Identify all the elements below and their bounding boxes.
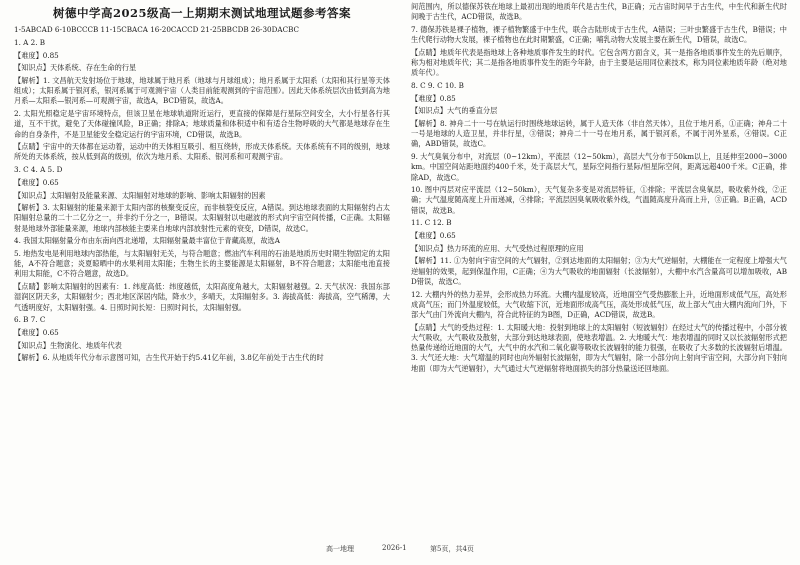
paragraph: 1-5ABCAD 6-10BCCCB 11-15CBACA 16-20CACCD 21-25BBCDB 26-30DACBC <box>14 25 300 35</box>
paragraph: 【点睛】影响太阳辐射的因素有：1. 纬度高低：纬度越低，太阳高度角越大，太阳辐射越强。2. 天气状况：我国东部湿润区阴天多，太阳辐射少；西北地区深居内陆，降水少，多晴天，太阳辐射多。3. 海拔高低：海拔高，空气稀薄，大气透明度好，太阳辐射强。4. 日照时间长短：日照时间长，太阳辐射强。 <box>14 282 390 312</box>
paragraph: 【解析】3. 太阳辐射的能量来源于太阳内部的核聚变反应，而非核裂变反应，A错误。到达地球表面的太阳辐射约占太阳辐射总量的二十二亿分之一，并非约千分之一，B错误。太阳辐射以电磁波的形式向宇宙空间传播，C正确。太阳辐射是地球外部能量来源，地球内部核能主要来自地球内部放射性元素的衰变，D错误，故选C。 <box>14 203 390 233</box>
left-column <box>14 6 390 366</box>
paragraph: 【点睛】宇宙中的天体都在运动着，运动中的天体相互吸引、相互绕转，形成天体系统。天体系统有不同的级别，地球所处的天体系统，按从低到高的级别，依次为地月系、太阳系、银河系和可观测宇宙。 <box>14 142 390 162</box>
footer-subject: 高一地理 <box>326 545 354 553</box>
paragraph: 【难度】0.65 <box>14 177 59 187</box>
paragraph: 【知识点】热力环流的应用、大气受热过程原理的应用 <box>411 243 584 253</box>
paragraph: 【知识点】生物演化、地质年代表 <box>14 340 122 350</box>
paragraph: 【难度】0.65 <box>411 231 456 241</box>
paragraph: 1. A 2. B <box>14 37 46 47</box>
paragraph: 【知识点】天体系统、存在生命的行星 <box>14 63 137 73</box>
paragraph: 【难度】0.85 <box>411 93 456 103</box>
paragraph: 【知识点】太阳辐射及能量来源、太阳辐射对地球的影响、影响太阳辐射的因素 <box>14 190 266 200</box>
paragraph: 【解析】6. 从地质年代分布示意图可知，古生代开始于约5.41亿年前，3.8亿年前处于古生代的时 <box>14 353 324 363</box>
paragraph: 7. 德保苏铁是裸子植物，裸子植物繁盛于中生代，联合古陆形成于古生代，A错误；三叶虫繁盛于古生代，B错误；中生代爬行动物大发展，裸子植物也在此时期繁盛，C正确；哺乳动物大发展主要在新生代，D错误，故选C。 <box>411 24 787 45</box>
footer-page-number: 第5页，共4页 <box>430 545 474 553</box>
paragraph: 10. 图中丙层对应平流层（12~50km），天气复杂多变是对流层特征，①排除；平流层含臭氧层，吸收紫外线，②正确；大气温度随高度上升而递减，④排除；平流层因臭氧吸收紫外线，气温随高度升高而上升，③正确。B正确，ACD错误，故选B。 <box>411 185 787 215</box>
paragraph: 【知识点】大气的垂直分层 <box>411 106 498 116</box>
paragraph: 【解析】1. 文昌航天发射场位于地球，地球属于地月系（地球与月球组成）；地月系属于太阳系（太阳和其行星等天体组成）；太阳系属于银河系，银河系属于可观测宇宙（人类目前能观测到的宇宙范围）。因此天体系统层次由低到高为地月系—太阳系—银河系—可观测宇宙，故选A，BCD错误，故选A。 <box>14 76 390 106</box>
paragraph: 【点睛】地质年代表是指地球上各种地质事件发生的时代。它包含两方面含义，其一是指各地质事件发生的先后顺序，称为相对地质年代；其二是指各地质事件发生的距今年龄，由于主要是运用同位素技术，称为同位素地质年龄（绝对地质年代）。 <box>411 47 787 78</box>
left-column-body <box>14 25 390 363</box>
paragraph: 6. B 7. C <box>14 315 46 325</box>
paragraph: 8. C 9. C 10. B <box>411 80 464 90</box>
paragraph: 5. 地热发电是利用地球内部热能，与太阳辐射无关，与符合题意；燃油汽车利用的石油是地质历史时期生物固定的太阳能，A不符合题意；炎夏晾晒中的水果利用太阳能；生物生长的主要能源是太阳辐射，B不符合题意；太阳能电池直接利用太阳能，C不符合题意，故选D。 <box>14 249 390 279</box>
paragraph: 9. 大气臭氧分布中，对流层（0~12km），平流层（12~50km），高层大气分布于50km以上，且延伸至2000~3000km。中国空间站距地面约400千米，处于高层大气，星际空间指行星际/恒星际空间，距离远超400千米。C正确，排除AD，故选C。 <box>411 152 787 182</box>
right-column-body <box>411 2 787 374</box>
paragraph: 4. 我国太阳辐射量分布由东南向西北递增，太阳辐射量最丰富位于青藏高原，故选A <box>14 236 280 246</box>
paragraph: 11. C 12. B <box>411 218 452 228</box>
paragraph: 【解析】8. 神舟二十一号在轨运行时围绕地球运转，属于人造天体（非自然天体），且位于地月系，①正确；神舟二十一号是地球的人造卫星，并非行星，③错误；神舟二十一号在地月系，属于银河系，不属于河外星系，④错误。C正确，ABD错误，故选C。 <box>411 119 787 149</box>
footer-date: 2026-1 <box>382 544 407 552</box>
right-column <box>411 2 787 376</box>
paragraph: 12. 大棚内外的热力差异，会形成热力环流。大棚内温度较高，近地面空气受热膨胀上升，近地面形成低气压，高处形成高气压；而门外温度较低，大气收缩下沉，近地面形成高气压，高处形成低气压，故上部大气由大棚内流向门外，下部大气由门外流向大棚内，符合此特征的为B图，D正确，ACD错误，故选B。 <box>411 289 787 319</box>
paragraph: 【难度】0.65 <box>14 327 59 337</box>
paragraph: 3. C 4. A 5. D <box>14 165 63 175</box>
paragraph: 间范围内，所以德保苏铁在地球上最初出现的地质年代是古生代，B正确；元古宙时间早于古生代，中生代和新生代时间晚于古生代，ACD错误，故选B。 <box>411 2 787 22</box>
paragraph: 【难度】0.85 <box>14 50 59 60</box>
paragraph: 2. 太阳光照稳定是宇宙环境特点，但该卫星在地球轨道附近运行，更直接的保障是行星际空间安全，大小行星各行其道，互不干扰，避免了天体碰撞风险，B正确；排除A；地球质量和体积适中和有适合生物呼吸的大气都是地球存在生命的自身条件，不是卫星能安全稳定运行的宇宙环境，CD错误，故选B。 <box>14 109 390 139</box>
document-title: 树德中学高2025级高一上期期末测试地理试题参考答案 <box>52 6 351 20</box>
paragraph: 【点睛】大气的受热过程：1. 太阳暖大地：投射到地球上的太阳辐射（短波辐射）在经过大气的传播过程中，小部分被大气吸收，大气吸收及散射，大部分到达地球表面，使地表增温。2. 大地暖大气：地表增温的同时又以长波辐射形式把热量传递给近地面的大气，大气中的水汽和二氧化碳等吸收长波辐射的能力很强，在吸收了大多数的长波辐射后增温。3. 大气还大地：大气增温的同时也向外辐射长波辐射，即为大气辐射，除一小部分向上射向宇宙空间，大部分向下射向地面（即为大气逆辐射），大气通过大气逆辐射将地面损失的部分热量送还回地面。 <box>411 322 787 373</box>
paragraph: 【解析】11. ①为射向宇宙空间的大气辐射，②到达地面的太阳辐射；③为大气逆辐射，大棚能在一定程度上增强大气逆辐射的效果，起到保温作用，C正确；④为大气吸收的地面辐射（长波辐射），大棚中水汽含量高可以增加吸收，ABD错误，故选C。 <box>411 256 787 286</box>
